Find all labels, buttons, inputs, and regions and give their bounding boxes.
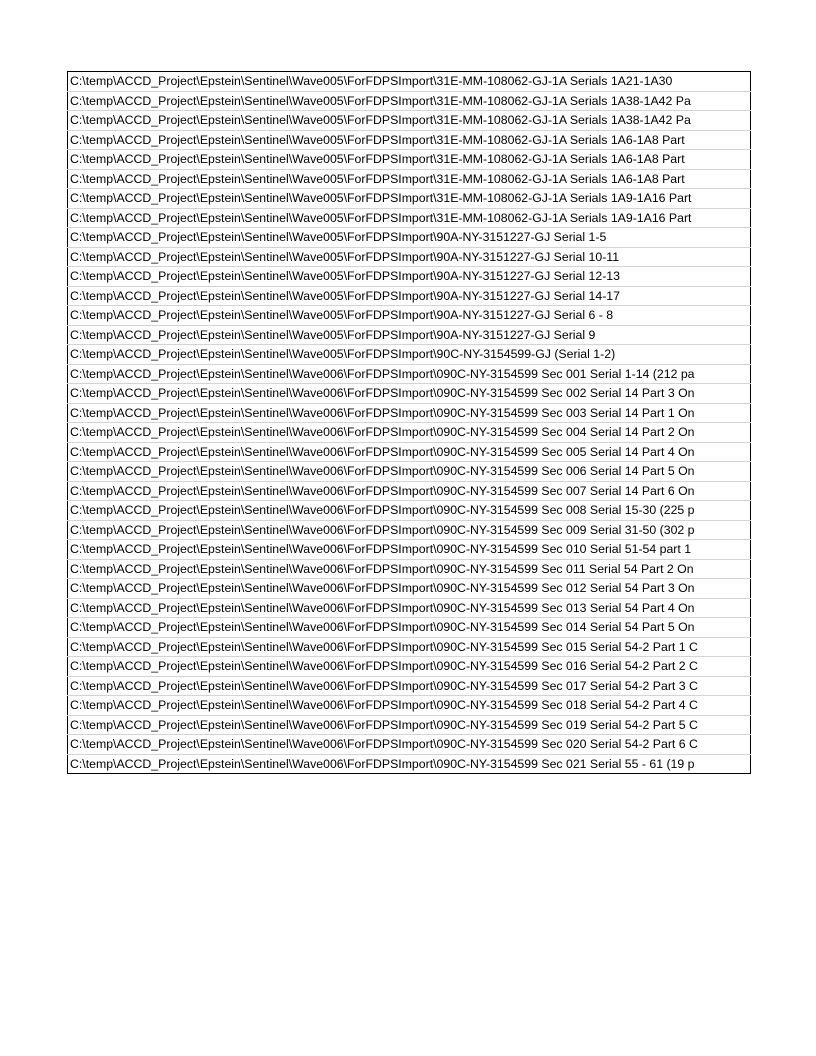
table-row bbox=[68, 657, 751, 677]
file-path-cell: C:\temp\ACCD_Project\Epstein\Sentinel\Wave006\ForFDPSImport\090C-NY-3154599 Sec 005 Serial 14 Part 4 On bbox=[68, 442, 751, 462]
file-path-cell: C:\temp\ACCD_Project\Epstein\Sentinel\Wave005\ForFDPSImport\31E-MM-108062-GJ-1A Serials 1A38-1A42 Pa bbox=[68, 91, 751, 111]
table-row bbox=[68, 696, 751, 716]
file-path-cell: C:\temp\ACCD_Project\Epstein\Sentinel\Wave006\ForFDPSImport\090C-NY-3154599 Sec 015 Serial 54-2 Part 1 C bbox=[68, 637, 751, 657]
file-path-cell: C:\temp\ACCD_Project\Epstein\Sentinel\Wave005\ForFDPSImport\31E-MM-108062-GJ-1A Serials 1A9-1A16 Part bbox=[68, 208, 751, 228]
table-row bbox=[68, 169, 751, 189]
table-row bbox=[68, 247, 751, 267]
table-row bbox=[68, 598, 751, 618]
file-path-cell: C:\temp\ACCD_Project\Epstein\Sentinel\Wave006\ForFDPSImport\090C-NY-3154599 Sec 019 Serial 54-2 Part 5 C bbox=[68, 715, 751, 735]
file-path-cell: C:\temp\ACCD_Project\Epstein\Sentinel\Wave006\ForFDPSImport\090C-NY-3154599 Sec 009 Serial 31-50 (302 p bbox=[68, 520, 751, 540]
table-row bbox=[68, 520, 751, 540]
table-row bbox=[68, 189, 751, 209]
file-path-cell: C:\temp\ACCD_Project\Epstein\Sentinel\Wave006\ForFDPSImport\090C-NY-3154599 Sec 020 Serial 54-2 Part 6 C bbox=[68, 735, 751, 755]
file-path-cell: C:\temp\ACCD_Project\Epstein\Sentinel\Wave005\ForFDPSImport\31E-MM-108062-GJ-1A Serials 1A6-1A8 Part bbox=[68, 130, 751, 150]
table-row bbox=[68, 364, 751, 384]
file-path-cell: C:\temp\ACCD_Project\Epstein\Sentinel\Wave006\ForFDPSImport\090C-NY-3154599 Sec 007 Serial 14 Part 6 On bbox=[68, 481, 751, 501]
table-row bbox=[68, 91, 751, 111]
file-path-cell: C:\temp\ACCD_Project\Epstein\Sentinel\Wave005\ForFDPSImport\90A-NY-3151227-GJ Serial 12-13 bbox=[68, 267, 751, 287]
table-row bbox=[68, 228, 751, 248]
table-row bbox=[68, 579, 751, 599]
table-row bbox=[68, 676, 751, 696]
table-row bbox=[68, 208, 751, 228]
file-path-cell: C:\temp\ACCD_Project\Epstein\Sentinel\Wave005\ForFDPSImport\90A-NY-3151227-GJ Serial 10-11 bbox=[68, 247, 751, 267]
table-row bbox=[68, 306, 751, 326]
table-row bbox=[68, 735, 751, 755]
table-row bbox=[68, 442, 751, 462]
table-row bbox=[68, 325, 751, 345]
table-row bbox=[68, 130, 751, 150]
file-path-cell: C:\temp\ACCD_Project\Epstein\Sentinel\Wave006\ForFDPSImport\090C-NY-3154599 Sec 016 Serial 54-2 Part 2 C bbox=[68, 657, 751, 677]
table-row bbox=[68, 403, 751, 423]
file-path-cell: C:\temp\ACCD_Project\Epstein\Sentinel\Wave006\ForFDPSImport\090C-NY-3154599 Sec 021 Serial 55 - 61 (19 p bbox=[70, 756, 695, 771]
table-row bbox=[68, 754, 751, 774]
table-row bbox=[68, 501, 751, 521]
table-row bbox=[68, 111, 751, 131]
file-path-cell: C:\temp\ACCD_Project\Epstein\Sentinel\Wave006\ForFDPSImport\090C-NY-3154599 Sec 001 Serial 1-14 (212 pa bbox=[68, 364, 751, 384]
file-path-cell: C:\temp\ACCD_Project\Epstein\Sentinel\Wave005\ForFDPSImport\31E-MM-108062-GJ-1A Serials 1A38-1A42 Pa bbox=[68, 111, 751, 131]
file-path-cell: C:\temp\ACCD_Project\Epstein\Sentinel\Wave006\ForFDPSImport\090C-NY-3154599 Sec 002 Serial 14 Part 3 On bbox=[68, 384, 751, 404]
file-path-cell: C:\temp\ACCD_Project\Epstein\Sentinel\Wave006\ForFDPSImport\090C-NY-3154599 Sec 012 Serial 54 Part 3 On bbox=[68, 579, 751, 599]
file-path-cell: C:\temp\ACCD_Project\Epstein\Sentinel\Wave005\ForFDPSImport\31E-MM-108062-GJ-1A Serials 1A21-1A30 bbox=[68, 72, 751, 92]
table-row bbox=[68, 715, 751, 735]
file-path-cell: C:\temp\ACCD_Project\Epstein\Sentinel\Wave006\ForFDPSImport\090C-NY-3154599 Sec 018 Serial 54-2 Part 4 C bbox=[68, 696, 751, 716]
file-path-cell: C:\temp\ACCD_Project\Epstein\Sentinel\Wave005\ForFDPSImport\31E-MM-108062-GJ-1A Serials 1A6-1A8 Part bbox=[68, 169, 751, 189]
file-path-cell: C:\temp\ACCD_Project\Epstein\Sentinel\Wave006\ForFDPSImport\090C-NY-3154599 Sec 006 Serial 14 Part 5 On bbox=[68, 462, 751, 482]
file-path-cell: C:\temp\ACCD_Project\Epstein\Sentinel\Wave005\ForFDPSImport\90A-NY-3151227-GJ Serial 6 - 8 bbox=[68, 306, 751, 326]
table-row bbox=[68, 481, 751, 501]
table-row bbox=[68, 637, 751, 657]
file-path-cell: C:\temp\ACCD_Project\Epstein\Sentinel\Wave005\ForFDPSImport\31E-MM-108062-GJ-1A Serials 1A6-1A8 Part bbox=[68, 150, 751, 170]
file-path-cell: C:\temp\ACCD_Project\Epstein\Sentinel\Wave006\ForFDPSImport\090C-NY-3154599 Sec 013 Serial 54 Part 4 On bbox=[68, 598, 751, 618]
table-row bbox=[68, 150, 751, 170]
file-path-cell: C:\temp\ACCD_Project\Epstein\Sentinel\Wave005\ForFDPSImport\31E-MM-108062-GJ-1A Serials 1A9-1A16 Part bbox=[68, 189, 751, 209]
table-row bbox=[68, 267, 751, 287]
file-path-cell: C:\temp\ACCD_Project\Epstein\Sentinel\Wave006\ForFDPSImport\090C-NY-3154599 Sec 003 Serial 14 Part 1 On bbox=[68, 403, 751, 423]
file-path-cell: C:\temp\ACCD_Project\Epstein\Sentinel\Wave006\ForFDPSImport\090C-NY-3154599 Sec 011 Serial 54 Part 2 On bbox=[68, 559, 751, 579]
table-row bbox=[68, 72, 751, 92]
table-row bbox=[68, 540, 751, 560]
table-row bbox=[68, 618, 751, 638]
table-row bbox=[68, 384, 751, 404]
file-path-cell: C:\temp\ACCD_Project\Epstein\Sentinel\Wave006\ForFDPSImport\090C-NY-3154599 Sec 014 Serial 54 Part 5 On bbox=[68, 618, 751, 638]
file-path-rows bbox=[68, 72, 751, 774]
file-path-cell: C:\temp\ACCD_Project\Epstein\Sentinel\Wave005\ForFDPSImport\90A-NY-3151227-GJ Serial 9 bbox=[68, 325, 751, 345]
table-row bbox=[68, 462, 751, 482]
file-path-cell: C:\temp\ACCD_Project\Epstein\Sentinel\Wave006\ForFDPSImport\090C-NY-3154599 Sec 008 Serial 15-30 (225 p bbox=[68, 501, 751, 521]
file-path-cell: C:\temp\ACCD_Project\Epstein\Sentinel\Wave005\ForFDPSImport\90C-NY-3154599-GJ (Serial 1-2) bbox=[68, 345, 751, 365]
file-path-table bbox=[67, 71, 751, 774]
file-path-cell: C:\temp\ACCD_Project\Epstein\Sentinel\Wave006\ForFDPSImport\090C-NY-3154599 Sec 004 Serial 14 Part 2 On bbox=[68, 423, 751, 443]
file-path-cell: C:\temp\ACCD_Project\Epstein\Sentinel\Wave005\ForFDPSImport\90A-NY-3151227-GJ Serial 14-17 bbox=[68, 286, 751, 306]
file-path-cell: C:\temp\ACCD_Project\Epstein\Sentinel\Wave006\ForFDPSImport\090C-NY-3154599 Sec 017 Serial 54-2 Part 3 C bbox=[68, 676, 751, 696]
table-row bbox=[68, 559, 751, 579]
table-row bbox=[68, 345, 751, 365]
table-row bbox=[68, 286, 751, 306]
file-path-cell: C:\temp\ACCD_Project\Epstein\Sentinel\Wave006\ForFDPSImport\090C-NY-3154599 Sec 010 Serial 51-54 part 1 bbox=[68, 540, 751, 560]
table-row bbox=[68, 423, 751, 443]
file-path-cell: C:\temp\ACCD_Project\Epstein\Sentinel\Wave005\ForFDPSImport\90A-NY-3151227-GJ Serial 1-5 bbox=[68, 228, 751, 248]
